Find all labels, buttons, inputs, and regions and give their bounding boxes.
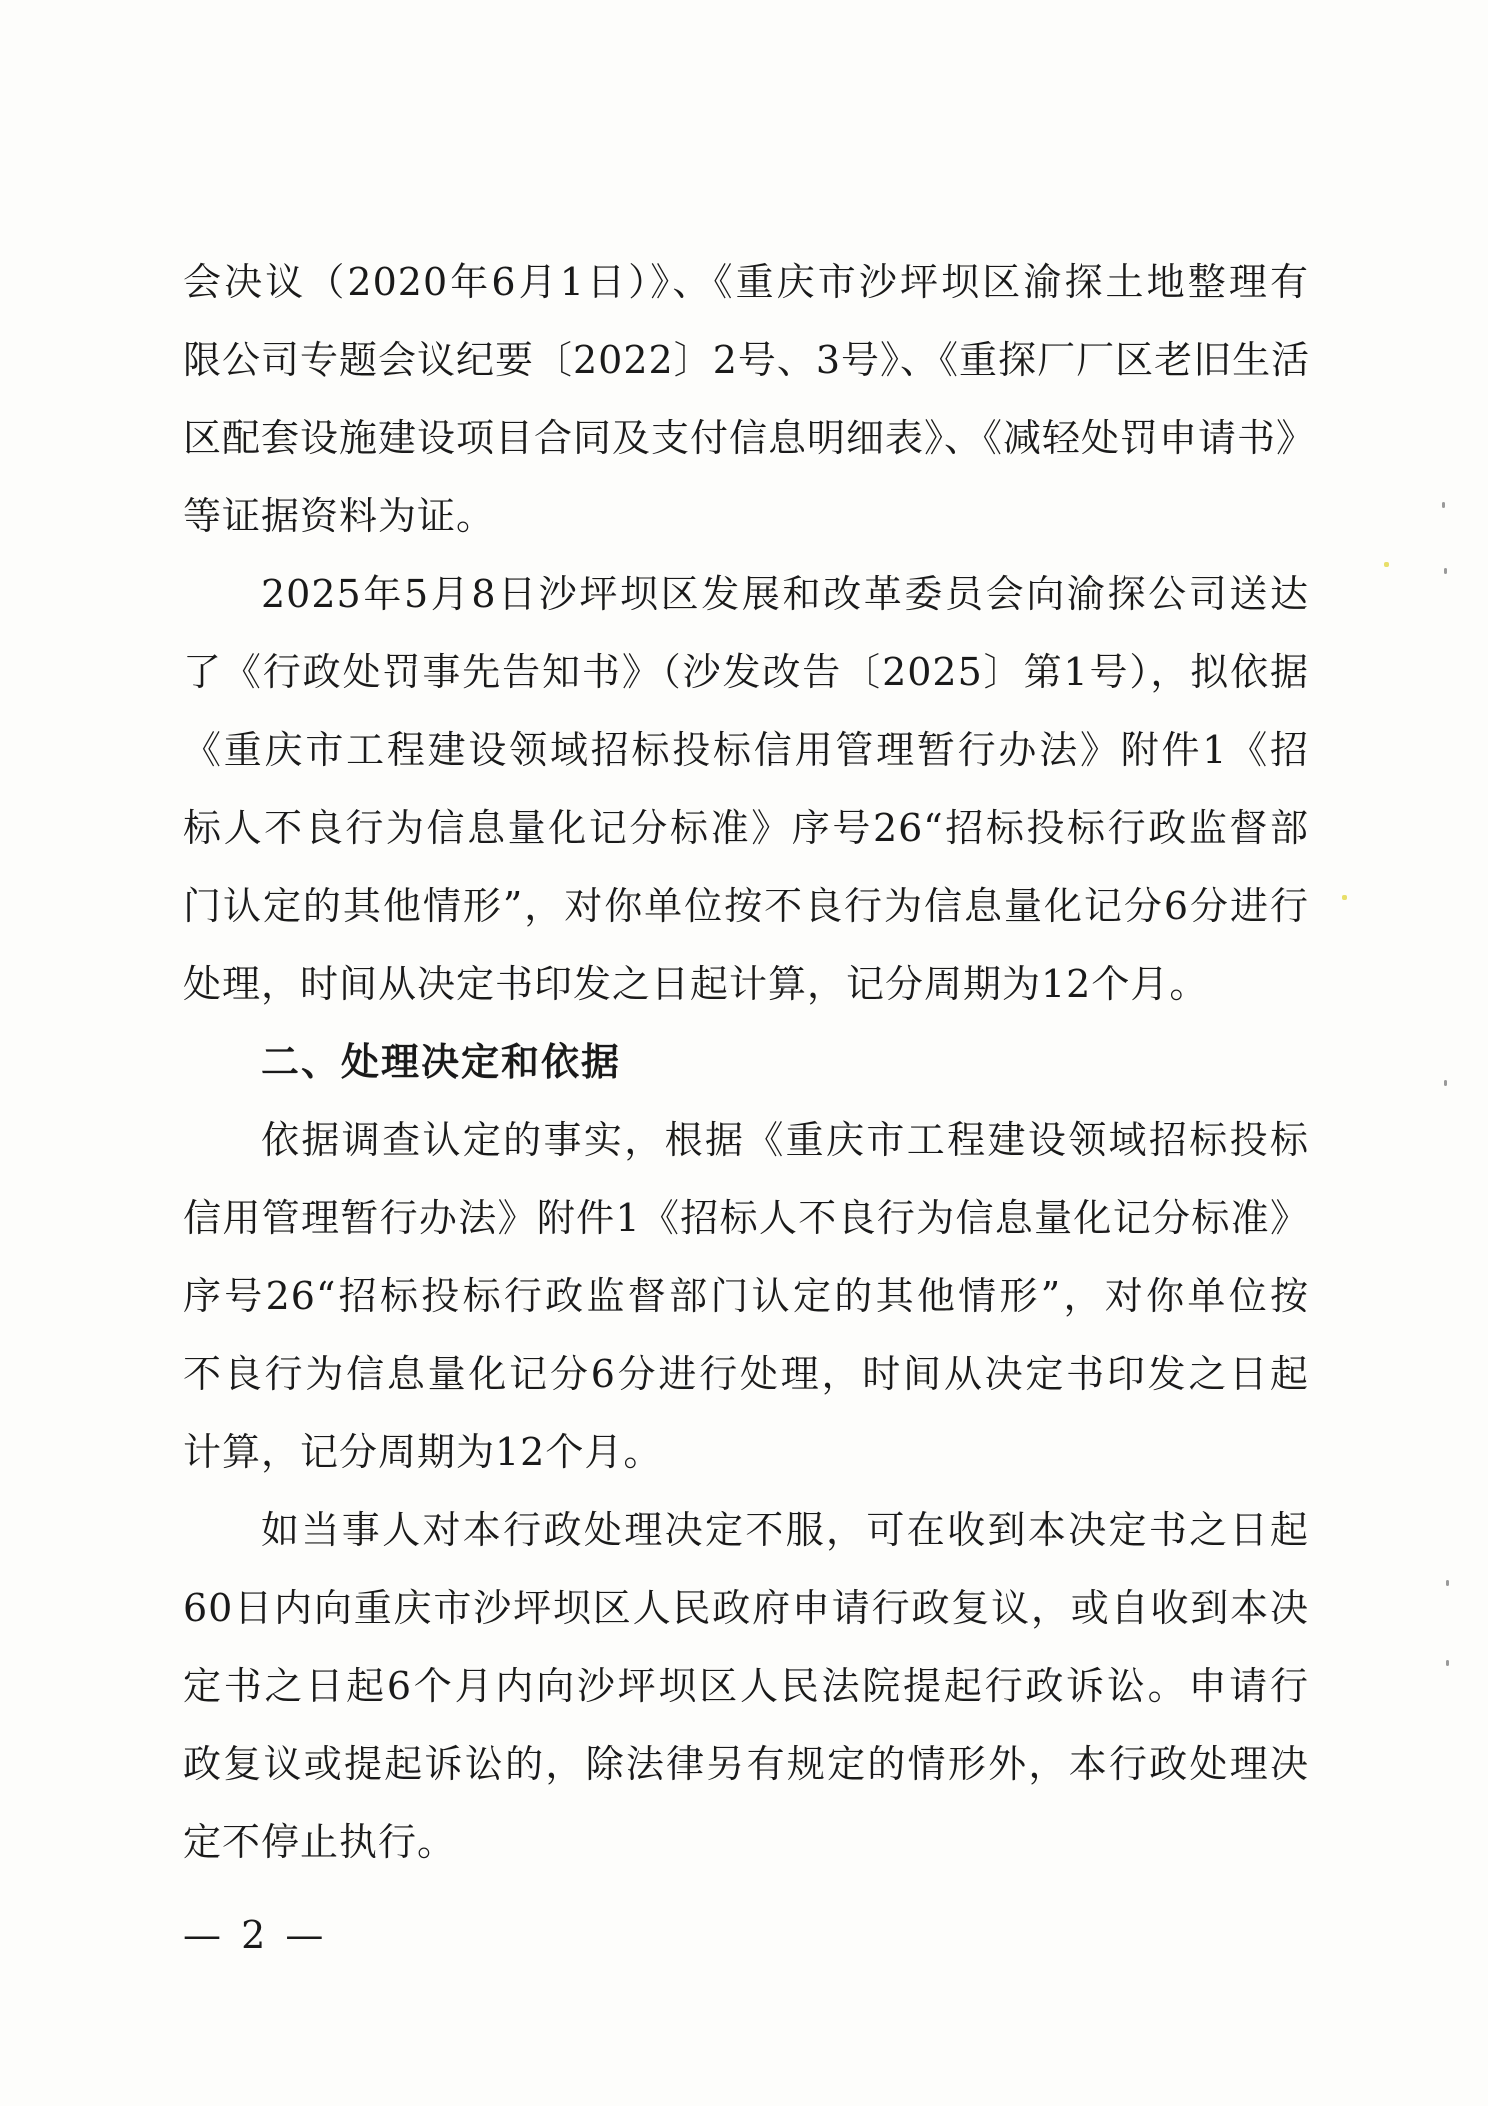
text-line: 区配套设施建设项目合同及支付信息明细表》、《减轻处罚申请书》	[183, 416, 1316, 460]
scan-speck	[1342, 895, 1347, 900]
text-line: 如当事人对本行政处理决定不服，可在收到本决定书之日起	[261, 1508, 1309, 1552]
scan-speck	[1446, 1660, 1449, 1666]
scan-speck	[1384, 562, 1389, 567]
scan-speck	[1444, 568, 1447, 574]
document-body	[183, 243, 1316, 1881]
section-heading	[183, 1023, 1309, 1101]
text-line: 标人不良行为信息量化记分标准》序号26“招标投标行政监督部	[183, 806, 1309, 850]
page-number: — 2 —	[183, 1913, 328, 1957]
text-line: 会决议（2020年6月1日）》、《重庆市沙坪坝区渝探土地整理有	[183, 260, 1309, 304]
text-line: 政复议或提起诉讼的，除法律另有规定的情形外，本行政处理决	[183, 1742, 1309, 1786]
text-line: 2025年5月8日沙坪坝区发展和改革委员会向渝探公司送达	[261, 572, 1309, 616]
heading-text: 二、处理决定和依据	[261, 1040, 622, 1084]
paragraph-prior-notice	[183, 555, 1309, 1023]
text-line: 限公司专题会议纪要〔2022〕2号、3号》、《重探厂厂区老旧生活	[183, 338, 1311, 382]
text-line: 处理，时间从决定书印发之日起计算，记分周期为12个月。	[183, 962, 1209, 1006]
paragraph-appeal-rights	[183, 1491, 1309, 1881]
scan-speck	[1446, 1580, 1449, 1586]
text-line: 序号26“招标投标行政监督部门认定的其他情形”，对你单位按	[183, 1274, 1309, 1318]
text-line: 信用管理暂行办法》附件1《招标人不良行为信息量化记分标准》	[183, 1196, 1309, 1240]
text-line: 依据调查认定的事实，根据《重庆市工程建设领域招标投标	[261, 1118, 1309, 1162]
text-line: 等证据资料为证。	[183, 494, 496, 538]
paragraph-decision	[183, 1101, 1309, 1491]
text-line: 60日内向重庆市沙坪坝区人民政府申请行政复议，或自收到本决	[183, 1586, 1309, 1630]
paragraph-evidence-list	[183, 243, 1316, 555]
scan-speck	[1442, 502, 1445, 508]
scan-speck	[1444, 1080, 1447, 1086]
text-line: 计算，记分周期为12个月。	[183, 1430, 663, 1474]
text-line: 了《行政处罚事先告知书》（沙发改告〔2025〕第1号），拟依据	[183, 650, 1309, 694]
text-line: 定不停止执行。	[183, 1820, 457, 1864]
text-line: 门认定的其他情形”，对你单位按不良行为信息量化记分6分进行	[183, 884, 1309, 928]
text-line: 定书之日起6个月内向沙坪坝区人民法院提起行政诉讼。申请行	[183, 1664, 1309, 1708]
text-line: 《重庆市工程建设领域招标投标信用管理暂行办法》附件1《招	[183, 728, 1309, 772]
text-line: 不良行为信息量化记分6分进行处理，时间从决定书印发之日起	[183, 1352, 1309, 1396]
